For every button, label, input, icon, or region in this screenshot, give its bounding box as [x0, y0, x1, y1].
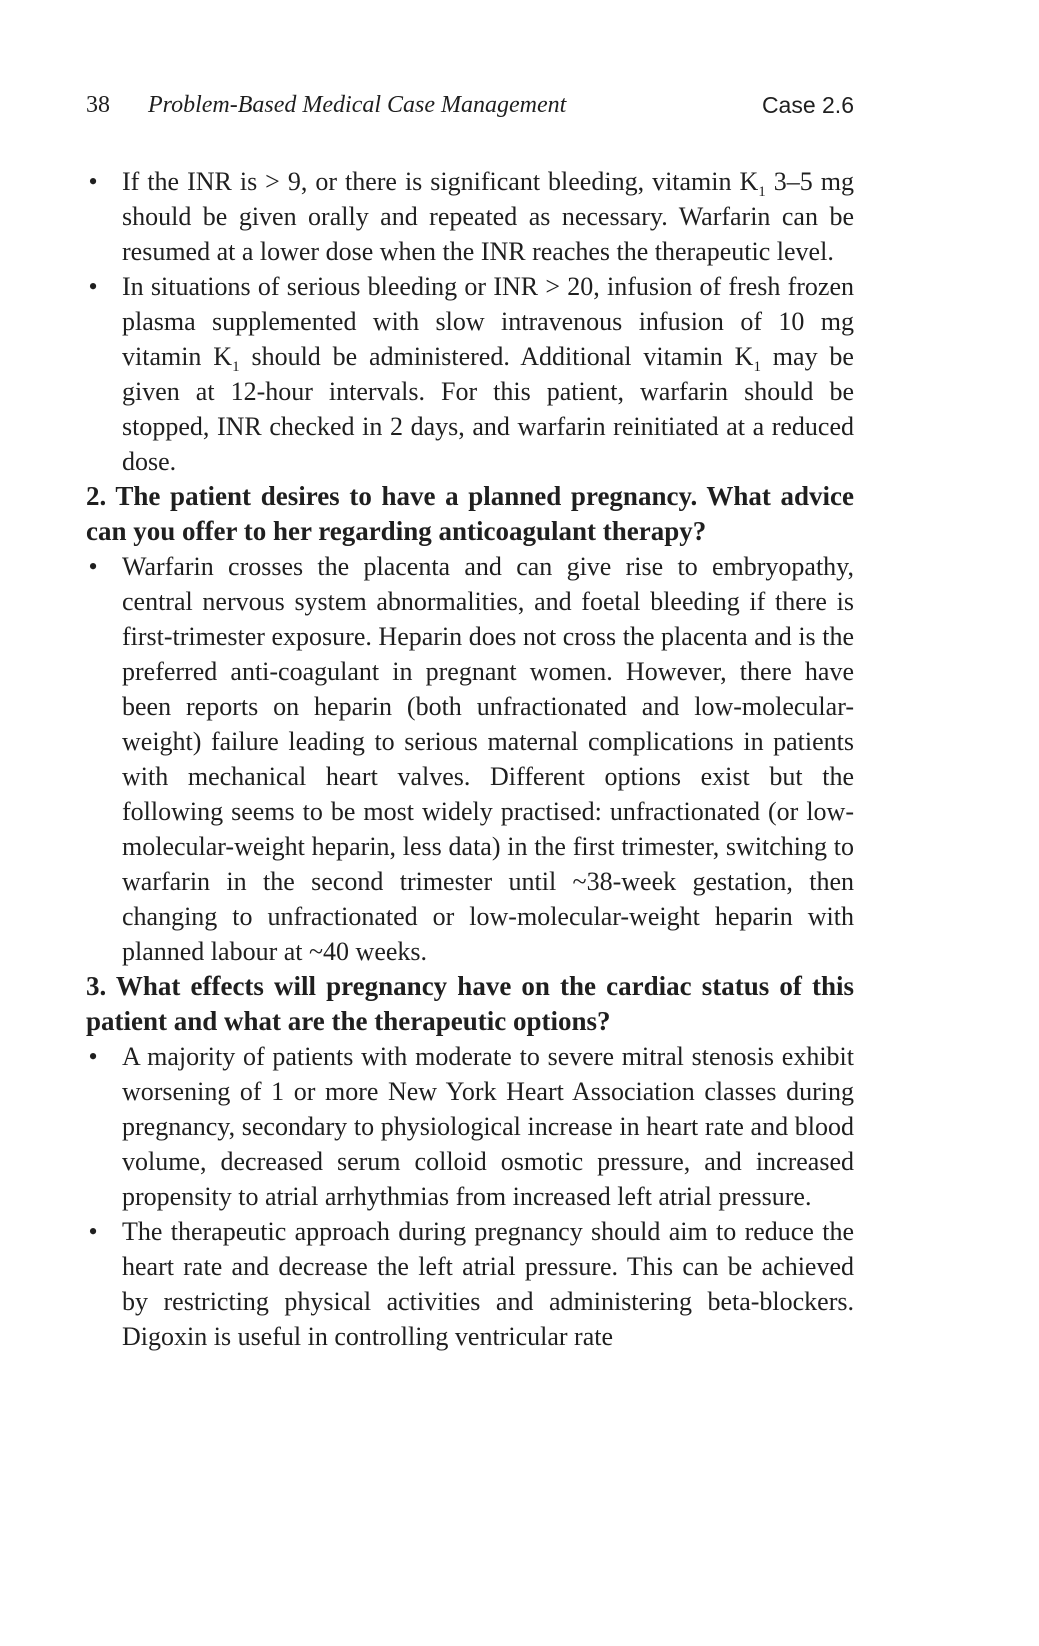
book-title: Problem-Based Medical Case Management [148, 92, 567, 118]
bullet-icon: • [88, 1042, 98, 1071]
bullet-mitral-stenosis [86, 1039, 854, 1214]
bullet-icon: • [88, 272, 98, 301]
bullet-text-part: may be given at 12-hour intervals. For this patient, warfarin should be stopped, INR checked in 2 days, and warfarin reinitiated at a reduced dose. [122, 342, 854, 476]
bullet-serious-bleeding [86, 269, 854, 479]
bullet-therapeutic-approach [86, 1214, 854, 1354]
bullet-warfarin-pregnancy [86, 549, 854, 969]
subscript: 1 [753, 359, 761, 376]
question-2-heading: 2. The patient desires to have a planned pregnancy. What advice can you offer to her regarding anticoagulant therapy? [86, 481, 854, 546]
question-3-heading: 3. What effects will pregnancy have on the cardiac status of this patient and what are the therapeutic options? [86, 971, 854, 1036]
bullet-text-part: If the INR is > 9, or there is significant bleeding, vitamin K [122, 167, 759, 196]
bullet-icon: • [88, 552, 98, 581]
subscript: 1 [232, 359, 240, 376]
bullet-icon: • [88, 1217, 98, 1246]
bullet-vitamin-k-dose [86, 164, 854, 269]
bullet-text: Warfarin crosses the placenta and can give rise to embryopathy, central nervous system abnormalities, and foetal bleeding if there is first-trimester exposure. Heparin does not cross the placenta and is the preferred anti-coagulant in pregnant women. However, there have been reports on heparin (both unfractionated and low-molecular-weight) failure leading to serious maternal complications in patients with mechanical heart valves. Different options exist but the following seems to be most widely practised: unfractionated (or low-molecular-weight heparin, less data) in the first trimester, switching to warfarin in the second trimester until ~38-week gestation, then changing to unfractionated or low-molecular-weight heparin with planned labour at ~40 weeks. [122, 552, 854, 966]
bullet-text: The therapeutic approach during pregnancy should aim to reduce the heart rate and decrease the left atrial pressure. This can be achieved by restricting physical activities and administering beta-blockers. Digoxin is useful in controlling ventricular rate [122, 1217, 854, 1351]
bullet-icon: • [88, 167, 98, 196]
case-label: Case 2.6 [761, 92, 854, 118]
bullet-text-part: 3–5 mg should be given orally and repeated as necessary. Warfarin can be resumed at a lower dose when the INR reaches the therapeutic level. [122, 167, 854, 266]
page-body [86, 164, 854, 1354]
bullet-text-part: should be administered. Additional vitamin K [239, 342, 754, 371]
running-head [86, 88, 854, 122]
bullet-text: A majority of patients with moderate to severe mitral stenosis exhibit worsening of 1 or more New York Heart Association classes during pregnancy, secondary to physiological increase in heart rate and blood volume, decreased serum colloid osmotic pressure, and increased propensity to atrial arrhythmias from increased left atrial pressure. [122, 1042, 854, 1211]
bullet-text-part: In situations of serious bleeding or INR > 20, infusion of fresh frozen plasma supplemented with slow intravenous infusion of 10 mg vitamin K [122, 272, 854, 371]
page-number: 38 [86, 92, 110, 118]
subscript: 1 [758, 184, 766, 201]
